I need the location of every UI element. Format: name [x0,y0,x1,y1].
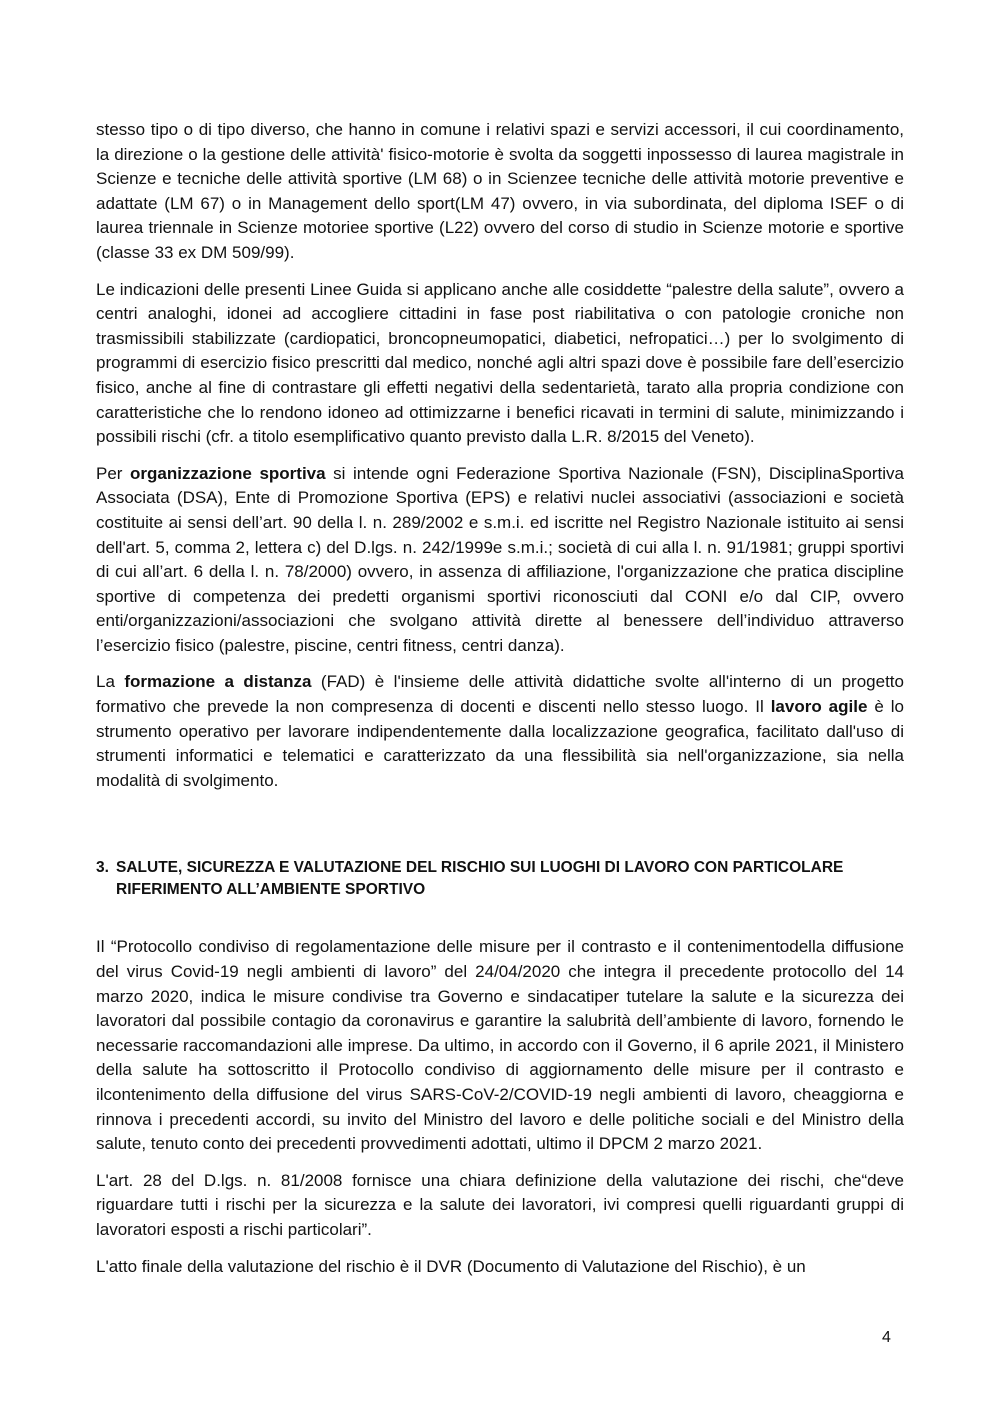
page-number: 4 [882,1329,891,1346]
paragraph-protocollo-condiviso: Il “Protocollo condiviso di regolamentazione delle misure per il contrasto e il contenimentodella diffusione del virus Covid-19 negli ambienti di lavoro” del 24/04/2020 che integra il precedente protocollo del 14 marzo 2020, indica le misure condivise tra Governo e sindacatiper tutelare la salute e la sicurezza dei lavoratori dal possibile contagio da coronavirus e garantire la salubrità dell’ambiente di lavoro, fornendo le necessarie raccomandazioni alle imprese. Da ultimo, in accordo con il Governo, il 6 aprile 2021, il Ministero della salute ha sottoscritto il Protocollo condiviso di aggiornamento delle misure per il contrasto e ilcontenimento della diffusione del virus SARS-CoV-2/COVID-19 negli ambienti di lavoro, cheaggiorna e rinnova i precedenti accordi, su invito del Ministro del lavoro e delle politiche sociali e del Ministro della salute, tenuto conto dei precedenti provvedimenti adottati, ultimo il DPCM 2 marzo 2021. [96,937,904,1154]
paragraph-text: Per [96,463,131,483]
section-heading-line1: SALUTE, SICUREZZA E VALUTAZIONE DEL RISCHIO SUI LUOGHI DI LAVORO CON PARTICOLARE [116,859,844,877]
section-heading [96,857,904,901]
paragraph-text: La [96,672,125,692]
term-organizzazione-sportiva: organizzazione sportiva [130,463,326,483]
paragraph-organizzazione-sportiva [96,462,904,659]
page-content [96,118,904,1291]
term-formazione-a-distanza: formazione a distanza [124,672,312,692]
section-spacer [96,805,904,857]
paragraph-fad-lavoro-agile [96,670,904,793]
section-number: 3. [96,859,109,877]
paragraph-palestre-della-salute: Le indicazioni delle presenti Linee Guida si applicano anche alle cosiddette “palestre della salute”, ovvero a centri analoghi, idonei ad accogliere cittadini in fase post riabilitativa o con patologie croniche non trasmissibili stabilizzate (cardiopatici, broncopneumopatici, diabetici, nefropatici…) per lo svolgimento di programmi di esercizio fisico prescritti dal medico, nonché agli altri spazi dove è possibile fare dell’esercizio fisico, anche al fine di contrastare gli effetti negativi della sedentarietà, tarato alla propria condizione con caratteristiche che lo rendono idoneo ad ottimizzarne i benefici ricavati in termini di salute, minimizzando i possibili rischi (cfr. a titolo esemplificativo quanto previsto dalla L.R. 8/2015 del Veneto). [96,279,904,447]
section-heading-line2: RIFERIMENTO ALL’AMBIENTE SPORTIVO [116,881,426,899]
paragraph-text: (FAD) è l'insieme delle attività didattiche svolte all'interno di un progetto formativo che prevede la non compresenza di docenti e discenti nello stesso luogo. Il [96,672,904,717]
paragraph-art-28: L'art. 28 del D.lgs. n. 81/2008 fornisce una chiara definizione della valutazione dei rischi, che“deve riguardare tutti i rischi per la sicurezza e la salute dei lavoratori, ivi compresi quelli riguardanti gruppi di lavoratori esposti a rischi particolari”. [96,1170,904,1239]
term-lavoro-agile: lavoro agile [770,697,868,717]
paragraph-dvr: L'atto finale della valutazione del rischio è il DVR (Documento di Valutazione del Rischio), è un [96,1256,806,1276]
paragraph-text: si intende ogni Federazione Sportiva Nazionale (FSN), DisciplinaSportiva Associata (DSA), Ente di Promozione Sportiva (EPS) e relativi nuclei associativi (associazioni e società costituite ai sensi dell’art. 90 della l. n. 289/2002 e s.m.i. ed iscritte nel Registro Nazionale istituito ai sensi dell'art. 5, comma 2, lettera c) del D.lgs. n. 242/1999e s.m.i.; società di cui alla l. n. 91/1981; gruppi sportivi di cui all’art. 6 della l. n. 78/2000) ovvero, in assenza di affiliazione, l'organizzazione che pratica discipline sportive di competenza dei predetti organismi sportivi riconosciuti dal CONI e/o dal CIP, ovvero enti/organizzazioni/associazioni che svolgano attività dirette al benessere dell’individuo attraverso l’esercizio fisico (palestre, piscine, centri fitness, centri danza). [96,463,904,655]
paragraph-impianti-coordinamento: stesso tipo o di tipo diverso, che hanno in comune i relativi spazi e servizi accessori, il cui coordinamento, la direzione o la gestione delle attività' fisico-motorie è svolta da soggetti inpossesso di laurea magistrale in Scienze e tecniche delle attività sportive (LM 68) o in Scienzee tecniche delle attività motorie preventive e adattate (LM 67) o in Management dello sport(LM 47) ovvero, in via subordinata, del diploma ISEF o di laurea triennale in Scienze motoriee sportive (L22) ovvero del corso di studio in Scienze motorie e sportive (classe 33 ex DM 509/99). [96,120,904,262]
paragraph-text: è lo strumento operativo per lavorare indipendentemente dalla localizzazione geografica, facilitato dall'uso di strumenti informatici e telematici e caratterizzato da una flessibilità sia nell'organizzazione, sia nella modalità di svolgimento. [96,697,904,790]
